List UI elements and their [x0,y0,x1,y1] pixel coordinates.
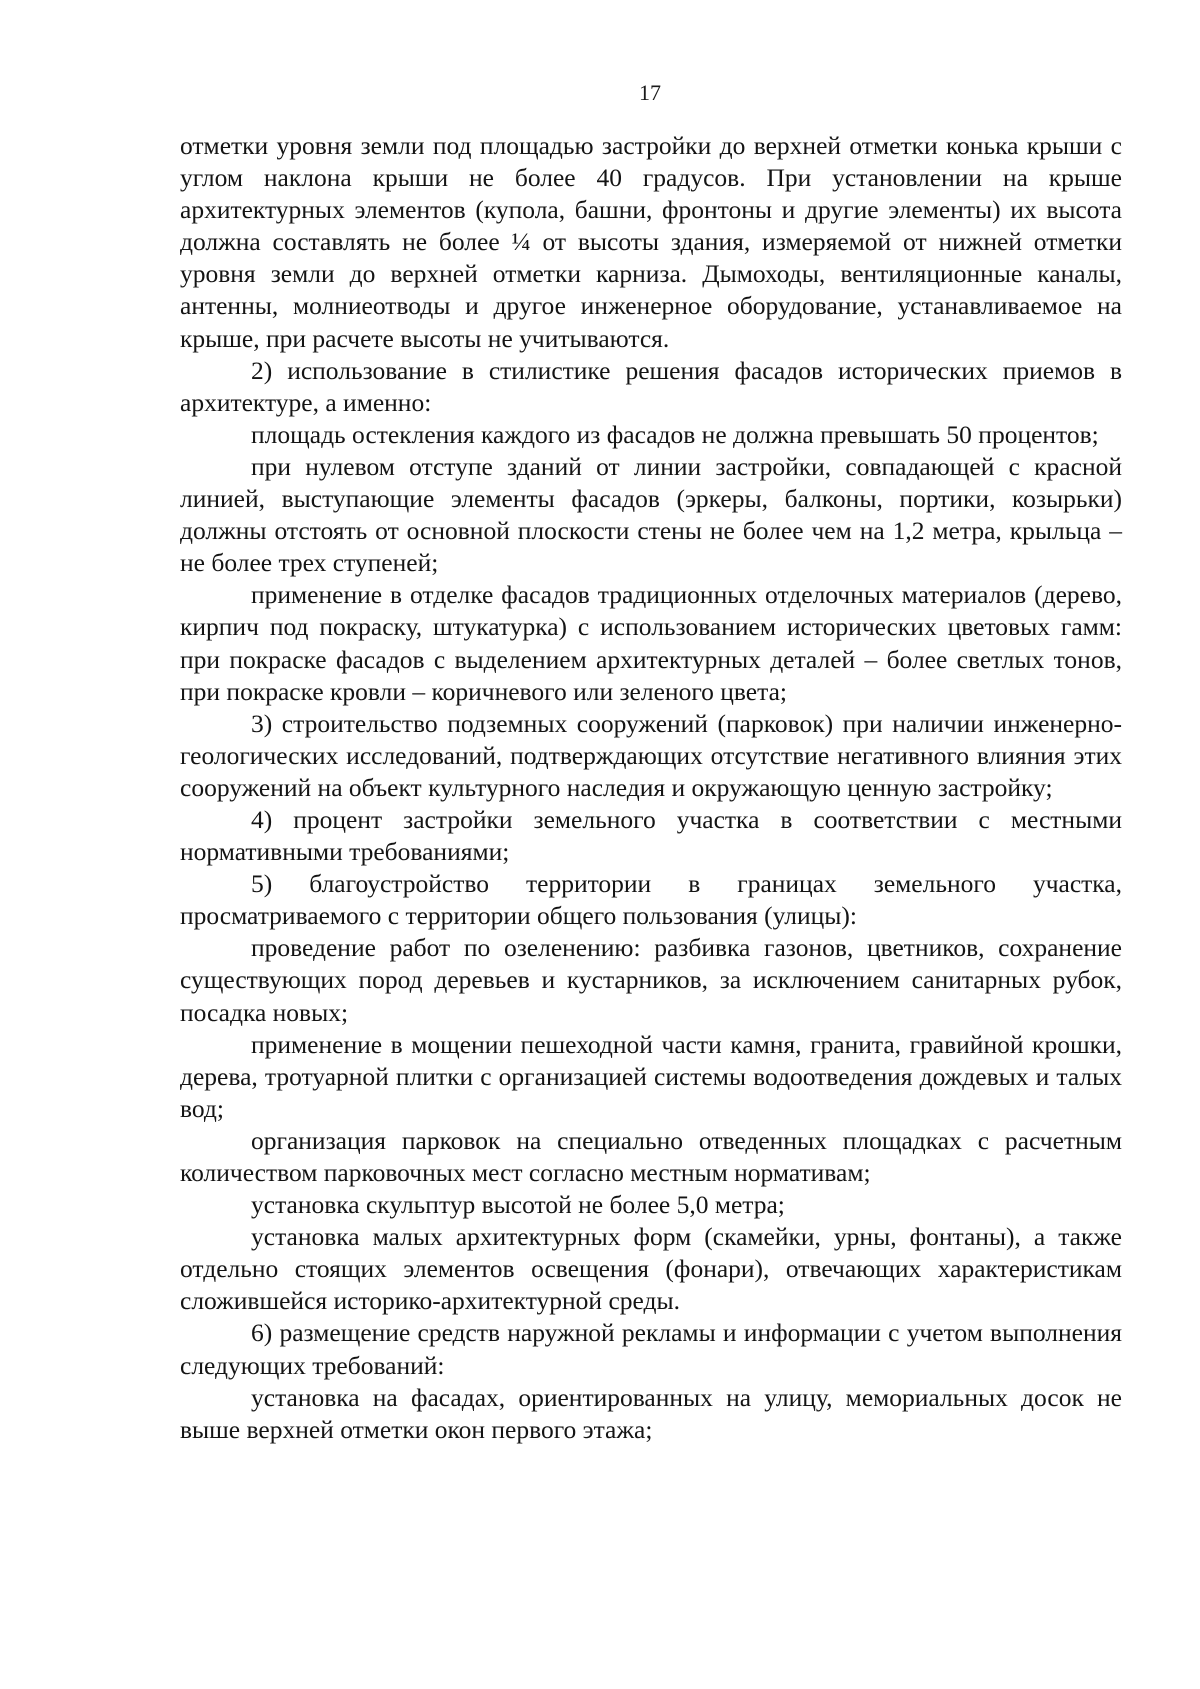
paragraph-finishing-materials: применение в отделке фасадов традиционных отделочных материалов (дерево, кирпич под покраску, штукатурка) с использованием исторических цветовых гамм: при покраске фасадов с выделением архитектурных деталей – более светлых тонов, при покраске кровли – коричневого или зеленого цвета; [180,580,1122,706]
paragraph-small-forms: установка малых архитектурных форм (скамейки, урны, фонтаны), а также отдельно стоящих элементов освещения (фонари), отвечающих характеристикам сложившейся историко-архитектурной среды. [180,1222,1122,1316]
paragraph-paving: применение в мощении пешеходной части камня, гранита, гравийной крошки, дерева, тротуарной плитки с организацией системы водоотведения дождевых и талых вод; [180,1029,1122,1123]
paragraph-continuation: отметки уровня земли под площадью застройки до верхней отметки конька крыши с углом наклона крыши не более 40 градусов. При установлении на крыше архитектурных элементов (купола, башни, фронтоны и другие элементы) их высота должна составлять не более ¼ от высоты здания, измеряемой от нижней отметки уровня земли до верхней отметки карниза. Дымоходы, вентиляционные каналы, антенны, молниеотводы и другое инженерное оборудование, устанавливаемое на крыше, при расчете высоты не учитываются. [180,131,1122,353]
paragraph-item-4: 4) процент застройки земельного участка в соответствии с местными нормативными требованиями; [180,804,1122,867]
paragraph-item-6: 6) размещение средств наружной рекламы и информации с учетом выполнения следующих требований: [180,1318,1122,1380]
paragraph-zero-setback: при нулевом отступе зданий от линии застройки, совпадающей с красной линией, выступающие элементы фасадов (эркеры, балконы, портики, козырьки) должны отстоять от основной плоскости стены не более чем на 1,2 метра, крыльца – не более трех ступеней; [180,451,1122,578]
paragraph-item-2: 2) использование в стилистике решения фасадов исторических приемов в архитектуре, а именно: [180,355,1122,417]
paragraph-parking: организация парковок на специально отведенных площадках с расчетным количеством парковочных мест согласно местным нормативам; [180,1125,1122,1187]
page-number: 17 [639,80,661,105]
paragraph-sculptures: установка скульптур высотой не более 5,0 метра; [251,1190,785,1220]
document-body [180,130,1122,1446]
paragraph-glazing: площадь остекления каждого из фасадов не должна превышать 50 процентов; [251,419,1099,449]
paragraph-memorial-plaques: установка на фасадах, ориентированных на улицу, мемориальных досок не выше верхней отметки окон первого этажа; [180,1382,1122,1444]
paragraph-item-5: 5) благоустройство территории в границах земельного участка, просматриваемого с территории общего пользования (улицы): [180,869,1122,931]
paragraph-landscaping: проведение работ по озеленению: разбивка газонов, цветников, сохранение существующих пород деревьев и кустарников, за исключением санитарных рубок, посадка новых; [180,933,1122,1027]
paragraph-item-3: 3) строительство подземных сооружений (парковок) при наличии инженерно-геологических исследований, подтверждающих отсутствие негативного влияния этих сооружений на объект культурного наследия и окружающую ценную застройку; [180,708,1122,802]
